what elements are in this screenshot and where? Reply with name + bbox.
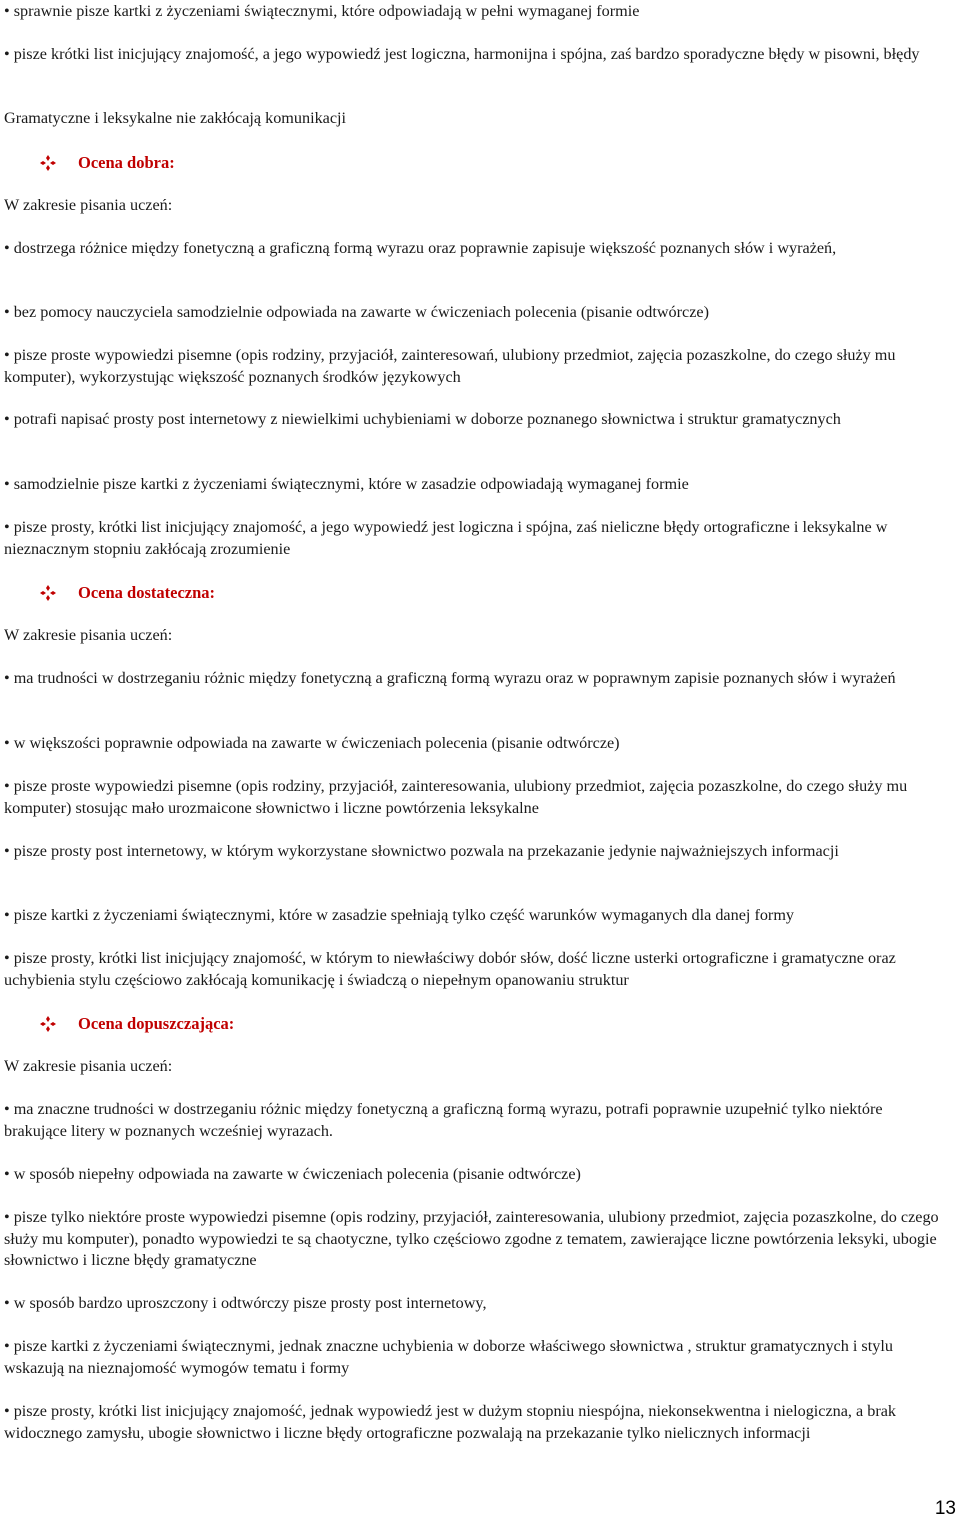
- list-item: • pisze tylko niektóre proste wypowiedzi pisemne (opis rodziny, przyjaciół, zainteresowania, ulubiony przedmiot, zajęcia pozaszkolne, do czego służy mu komputer), ponadto wypowiedzi te są chaotyczne, tylko częściowo zgodne z tematem, zawierające liczne powtórzenia leksyki, ubogie słownictwo i liczne błędy gramatyczne: [4, 1208, 939, 1269]
- intro-text: W zakresie pisania uczeń:: [4, 1057, 173, 1075]
- list-item: • pisze prosty, krótki list inicjujący znajomość, jednak wypowiedź jest w dużym stopniu niespójna, niekonsekwentna i nielogiczna, a brak widocznego zamysłu, ubogie słownictwo i liczne błędy ortograficzne pozwalają na przekazanie tylko nielicznych informacji: [4, 1402, 897, 1442]
- diamond-bullet-icon: [40, 155, 56, 171]
- list-item: • dostrzega różnice między fonetyczną a graficzną formą wyrazu oraz poprawnie zapisuje większość poznanych słów i wyrażeń,: [4, 239, 837, 257]
- list-item: • bez pomocy nauczyciela samodzielnie odpowiada na zawarte w ćwiczeniach polecenia (pisanie odtwórcze): [4, 303, 709, 321]
- page-number: 13: [934, 1498, 956, 1519]
- list-item: • sprawnie pisze kartki z życzeniami świątecznymi, które odpowiadają w pełni wymaganej formie: [4, 2, 640, 20]
- list-item: • ma znaczne trudności w dostrzeganiu różnic między fonetyczną a graficzną formą wyrazu, potrafi poprawnie uzupełnić tylko niektóre brakujące litery w poznanych wcześniej wyrazach.: [4, 1100, 883, 1140]
- section-heading-dobra: [4, 152, 175, 174]
- list-item: • pisze proste wypowiedzi pisemne (opis rodziny, przyjaciół, zainteresowań, ulubiony przedmiot, zajęcia pozaszkolne, do czego służy mu komputer), wykorzystując większość poznanych środków językowych: [4, 346, 896, 386]
- list-item: • pisze prosty, krótki list inicjujący znajomość, w którym to niewłaściwy dobór słów, dość liczne usterki ortograficzne i gramatyczne oraz uchybienia stylu częściowo zakłócają komunikację i świadczą o niepełnym opanowaniu struktur: [4, 949, 896, 989]
- list-item: • w sposób niepełny odpowiada na zawarte w ćwiczeniach polecenia (pisanie odtwórcze): [4, 1165, 581, 1183]
- section-heading-text: Ocena dopuszczająca:: [78, 1014, 235, 1033]
- diamond-bullet-icon: [40, 585, 56, 601]
- section-heading-dopuszczajaca: [4, 1013, 234, 1035]
- list-item: • pisze prosty, krótki list inicjujący znajomość, a jego wypowiedź jest logiczna i spójna, zaś nieliczne błędy ortograficzne i leksykalne w nieznacznym stopniu zakłócają zrozumienie: [4, 518, 888, 558]
- section-heading-text: Ocena dobra:: [78, 153, 175, 172]
- list-item: • w sposób bardzo uproszczony i odtwórczy pisze prosty post internetowy,: [4, 1294, 487, 1312]
- intro-text: W zakresie pisania uczeń:: [4, 196, 173, 214]
- list-item: • ma trudności w dostrzeganiu różnic między fonetyczną a graficzną formą wyrazu oraz w poprawnym zapisie poznanych słów i wyrażeń: [4, 669, 896, 687]
- list-item: • potrafi napisać prosty post internetowy z niewielkimi uchybieniami w doborze poznanego słownictwa i struktur gramatycznych: [4, 410, 841, 428]
- section-heading-text: Ocena dostateczna:: [78, 583, 216, 602]
- intro-text: W zakresie pisania uczeń:: [4, 626, 173, 644]
- list-item: • samodzielnie pisze kartki z życzeniami świątecznymi, które w zasadzie odpowiadają wymaganej formie: [4, 475, 689, 493]
- list-item: • pisze krótki list inicjujący znajomość, a jego wypowiedź jest logiczna, harmonijna i spójna, zaś bardzo sporadyczne błędy w pisowni, błędy: [4, 45, 920, 63]
- list-item: • pisze kartki z życzeniami świątecznymi, które w zasadzie spełniają tylko część warunków wymaganych dla danej formy: [4, 906, 795, 924]
- list-item: • pisze prosty post internetowy, w którym wykorzystane słownictwo pozwala na przekazanie jedynie najważniejszych informacji: [4, 842, 839, 860]
- section-heading-dostateczna: [4, 582, 215, 604]
- list-item: Gramatyczne i leksykalne nie zakłócają komunikacji: [4, 109, 347, 127]
- list-item: • w większości poprawnie odpowiada na zawarte w ćwiczeniach polecenia (pisanie odtwórcze): [4, 734, 620, 752]
- diamond-bullet-icon: [40, 1016, 56, 1032]
- list-item: • pisze proste wypowiedzi pisemne (opis rodziny, przyjaciół, zainteresowania, ulubiony przedmiot, zajęcia pozaszkolne, do czego służy mu komputer) stosując mało urozmaicone słownictwo i liczne powtórzenia leksykalne: [4, 777, 908, 817]
- list-item: • pisze kartki z życzeniami świątecznymi, jednak znaczne uchybienia w doborze właściwego słownictwa , struktur gramatycznych i stylu wskazują na nieznajomość wymogów tematu i formy: [4, 1337, 893, 1377]
